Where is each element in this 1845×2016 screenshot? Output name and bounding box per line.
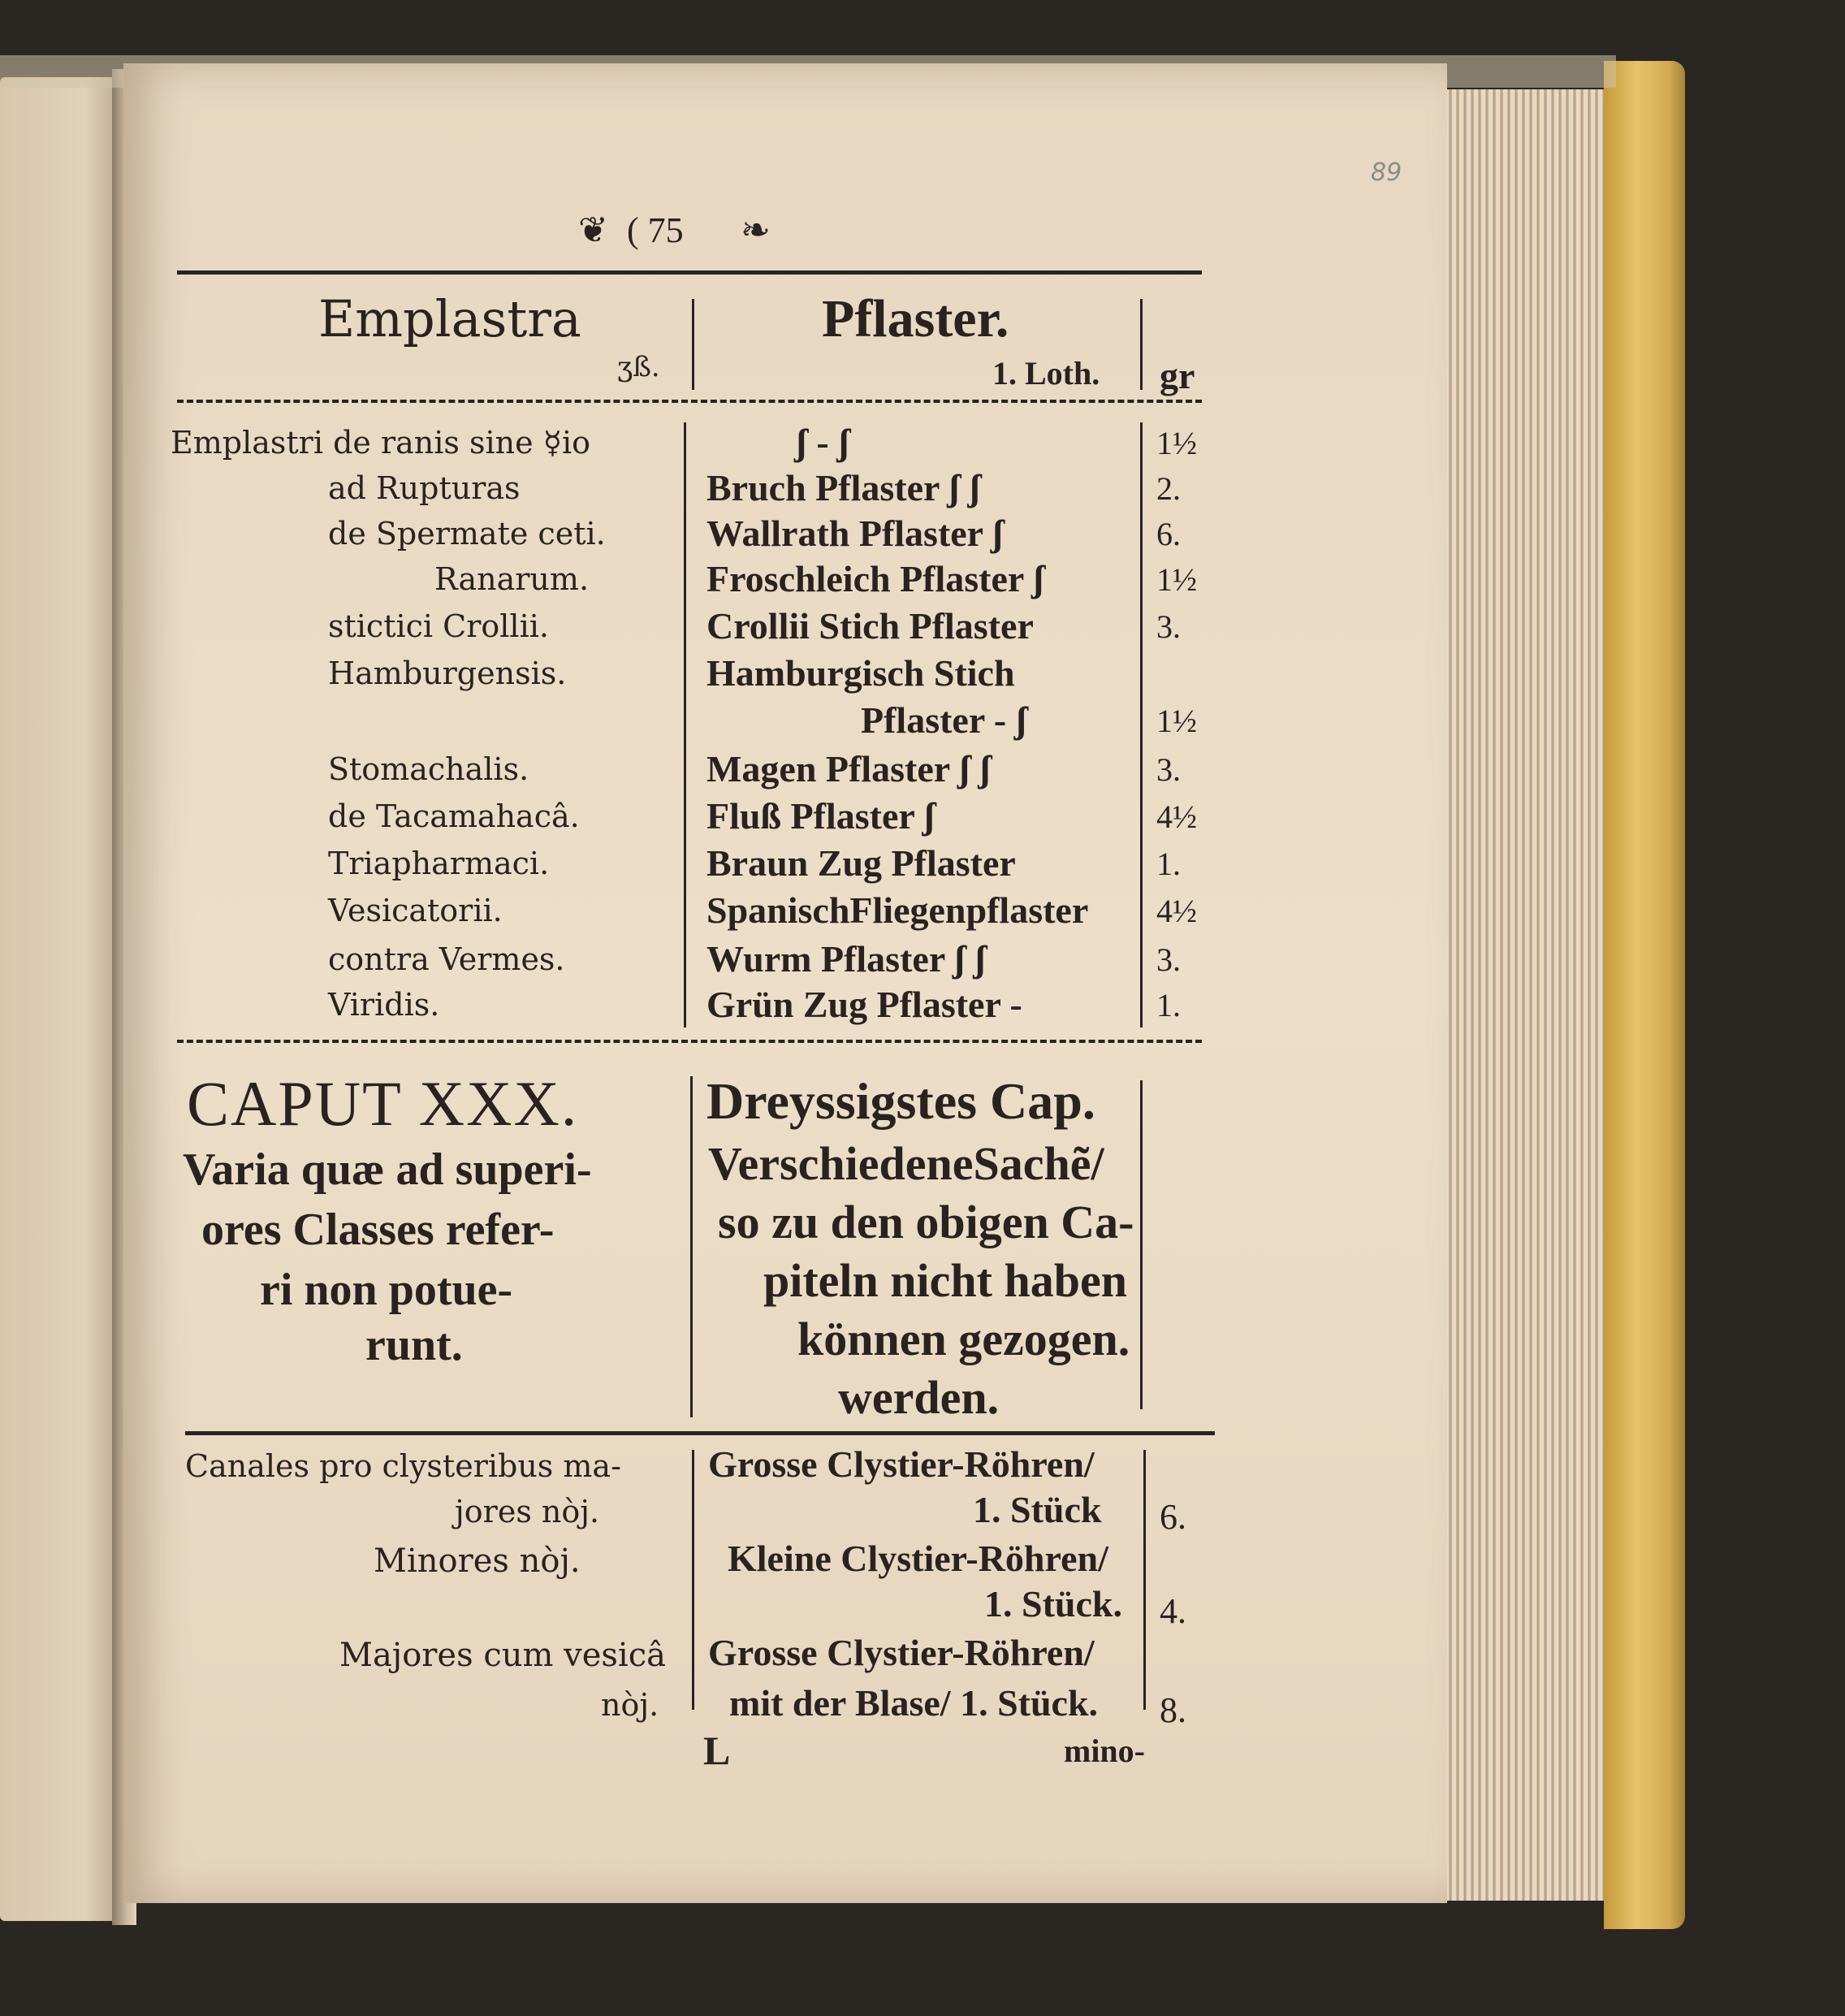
emplastra-price: 1½ bbox=[1156, 703, 1197, 739]
canales-latin: jores nòj. bbox=[455, 1494, 600, 1529]
emplastra-latin: de Tacamahacâ. bbox=[328, 798, 580, 834]
emplastra-price: 2. bbox=[1156, 470, 1181, 507]
emplastra-german: ʃ - ʃ bbox=[796, 422, 850, 463]
emplastra-latin: contra Vermes. bbox=[328, 941, 565, 977]
caput-german-line: so zu den obigen Ca- bbox=[718, 1196, 1134, 1248]
emplastra-german: Wurm Pflaster ʃ ʃ bbox=[706, 938, 987, 980]
column-divider bbox=[692, 1450, 694, 1710]
header-german: Pflaster. bbox=[822, 289, 1009, 348]
canales-price: 6. bbox=[1160, 1497, 1186, 1537]
section-rule bbox=[185, 1431, 1215, 1435]
catchword: mino- bbox=[1064, 1733, 1145, 1769]
emplastra-price: 1½ bbox=[1156, 425, 1197, 461]
page-edges bbox=[1437, 89, 1632, 1901]
emplastra-price: 6. bbox=[1156, 516, 1181, 552]
column-divider bbox=[1143, 1450, 1146, 1710]
margin-note: 89 bbox=[1371, 158, 1402, 187]
page-number: ( 75 bbox=[627, 210, 684, 250]
emplastra-latin: Stomachalis. bbox=[328, 751, 529, 787]
canales-latin: nòj. bbox=[601, 1687, 659, 1723]
canales-german: Grosse Clystier-Röhren/ bbox=[708, 1632, 1095, 1673]
emplastra-german: Braun Zug Pflaster bbox=[706, 842, 1016, 884]
emplastra-german: SpanischFliegenpflaster bbox=[706, 889, 1089, 931]
caput-german-line: werden. bbox=[838, 1371, 1000, 1424]
canales-german: 1. Stück bbox=[973, 1489, 1102, 1530]
caput-latin-line: ri non potue- bbox=[260, 1265, 513, 1315]
header-divider bbox=[1140, 299, 1143, 390]
emplastra-german: Bruch Pflaster ʃ ʃ bbox=[706, 467, 981, 508]
emplastra-price: 4½ bbox=[1156, 893, 1197, 929]
canales-price: 8. bbox=[1160, 1690, 1186, 1730]
caput-german-line: können gezogen. bbox=[797, 1313, 1130, 1365]
caput-latin-title: CAPUT XXX. bbox=[187, 1068, 579, 1139]
column-divider bbox=[684, 422, 686, 1027]
column-divider bbox=[690, 1076, 693, 1417]
emplastra-price: 3. bbox=[1156, 751, 1181, 788]
top-rule bbox=[177, 270, 1202, 275]
header-rule bbox=[177, 400, 1202, 403]
emplastra-german: Magen Pflaster ʃ ʃ bbox=[706, 748, 992, 790]
section-rule bbox=[177, 1040, 1202, 1043]
canales-price: 4. bbox=[1160, 1591, 1186, 1631]
caput-german-title: Dreyssigstes Cap. bbox=[706, 1072, 1095, 1130]
emplastra-latin: Hamburgensis. bbox=[328, 655, 567, 691]
emplastra-latin: Ranarum. bbox=[434, 561, 590, 597]
book-cover bbox=[1604, 61, 1685, 1929]
caput-german-line: piteln nicht haben bbox=[763, 1254, 1127, 1307]
emplastra-german: Froschleich Pflaster ʃ bbox=[706, 558, 1044, 599]
left-page-edge bbox=[0, 77, 122, 1921]
header-divider bbox=[692, 299, 694, 390]
emplastra-german: Hamburgisch Stich bbox=[706, 652, 1015, 694]
caput-german-line: VerschiedeneSachẽ/ bbox=[708, 1137, 1104, 1190]
emplastra-price: 1½ bbox=[1156, 561, 1197, 598]
header-latin-unit: ʒß. bbox=[617, 351, 660, 383]
canales-german: mit der Blase/ 1. Stück. bbox=[729, 1682, 1099, 1724]
emplastra-german: Fluß Pflaster ʃ bbox=[706, 795, 935, 837]
emplastra-german: Crollii Stich Pflaster bbox=[706, 605, 1034, 647]
emplastra-latin: ad Rupturas bbox=[328, 470, 521, 506]
column-divider bbox=[1140, 1080, 1143, 1409]
emplastra-latin: Triapharmaci. bbox=[328, 846, 550, 881]
column-divider bbox=[1140, 422, 1143, 1027]
emplastra-price: 3. bbox=[1156, 941, 1181, 978]
ornament-left-icon: ❦ bbox=[578, 210, 608, 251]
emplastra-latin: stictici Crollii. bbox=[328, 608, 549, 644]
emplastra-latin: Vesicatorii. bbox=[328, 893, 503, 928]
emplastra-latin: Viridis. bbox=[328, 987, 440, 1023]
caput-latin-line: Varia quæ ad superi- bbox=[183, 1144, 592, 1195]
header-german-unit: 1. Loth. bbox=[992, 355, 1100, 392]
emplastra-german: Pflaster - ʃ bbox=[861, 699, 1027, 741]
header-latin: Emplastra bbox=[318, 289, 581, 348]
emplastra-price: 1. bbox=[1156, 987, 1181, 1023]
caput-latin-line: runt. bbox=[365, 1320, 463, 1370]
emplastra-german: Wallrath Pflaster ʃ bbox=[706, 513, 1004, 554]
canales-latin: Canales pro clysteribus ma- bbox=[185, 1448, 621, 1484]
emplastra-price: 3. bbox=[1156, 608, 1181, 645]
canales-german: Grosse Clystier-Röhren/ bbox=[708, 1443, 1095, 1485]
canales-latin: Majores cum vesicâ bbox=[339, 1637, 666, 1674]
canales-german: Kleine Clystier-Röhren/ bbox=[728, 1538, 1108, 1579]
emplastra-latin: Emplastri de ranis sine ☿io bbox=[171, 425, 591, 461]
ornament-right-icon: ❧ bbox=[741, 210, 771, 251]
emplastra-german: Grün Zug Pflaster - bbox=[706, 984, 1022, 1025]
caput-latin-line: ores Classes refer- bbox=[201, 1205, 555, 1255]
emplastra-price: 4½ bbox=[1156, 798, 1197, 835]
signature-mark: L bbox=[703, 1728, 731, 1773]
emplastra-latin: de Spermate ceti. bbox=[328, 516, 606, 552]
canales-latin: Minores nòj. bbox=[374, 1542, 581, 1580]
canales-german: 1. Stück. bbox=[984, 1583, 1122, 1624]
emplastra-price: 1. bbox=[1156, 846, 1181, 882]
header-price-unit: gr bbox=[1160, 355, 1195, 396]
